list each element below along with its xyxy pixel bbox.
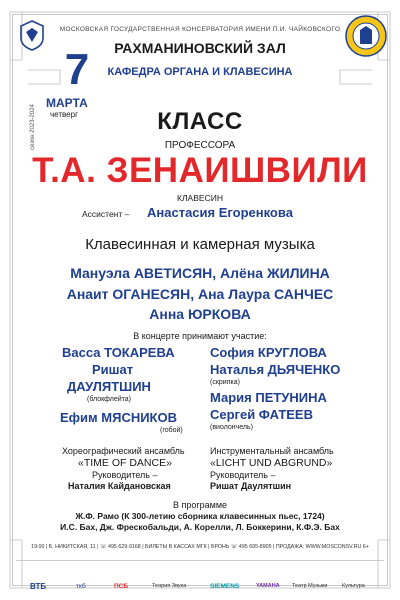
participant-right-2: Наталья ДЬЯЧЕНКО [210,362,341,377]
instrument-label: КЛАВЕСИН [177,193,223,203]
program-title: Клавесинная и камерная музыка [85,236,315,253]
professor-name: Т.А. ЗЕНАИШВИЛИ [32,151,368,190]
ensemble-left-label: Хореографический ансамбль [62,446,185,456]
ensemble-right-label: Инструментальный ансамбль [210,446,334,456]
participant-right-1: София КРУГЛОВА [210,345,327,360]
students-line-2: Анаит ОГАНЕСЯН, Ана Лаура САНЧЕС [66,286,334,302]
sponsor-psb: ПСБ [114,582,129,590]
ensemble-right-leader-label: Руководитель – [210,470,276,480]
assistant-label: Ассистент – [82,209,130,219]
ensemble-left-leader: Наталия Кайдановская [68,481,171,491]
hall-name: РАХМАНИНОВСКИЙ ЗАЛ [114,40,286,56]
sponsor-tkb: ткб [76,582,86,590]
date-weekday: четверг [50,110,78,119]
participant-right-2-note: (скрипка) [210,379,240,386]
ensemble-right-name: «LICHT UND ABGRUND» [210,457,333,469]
participant-left-2b: ДАУЛЯТШИН [67,379,151,394]
sponsor-siemens: SIEMENS [210,582,240,590]
sponsor-yamaha: YAMAHA [256,583,280,589]
program-line-2: И.С. Бах, Дж. Фрескобальди, А. Корелли, Л. Боккерини, К.Ф.Э. Бах [60,522,340,532]
sponsor-teatr-muzyki: Театр Музыки [292,583,328,589]
footer-divider [16,560,384,561]
participant-right-3: Мария ПЕТУНИНА [210,390,327,405]
participant-left-2-note: (блокфлейта) [87,396,131,403]
ministry-emblem-icon [16,18,48,52]
students-line-1: Мануэла АВЕТИСЯН, Алёна ЖИЛИНА [70,265,330,281]
ensemble-right-leader: Ришат Даулятшин [210,481,292,491]
ensemble-left-leader-label: Руководитель – [92,470,158,480]
klass-title: КЛАСС [157,108,243,135]
participant-right-4: Сергей ФАТЕЕВ [210,407,313,422]
date-day: 7 [64,45,90,94]
season-label: сезон 2023-2024 [30,104,36,150]
institution-name: МОСКОВСКАЯ ГОСУДАРСТВЕННАЯ КОНСЕРВАТОРИЯ ИМЕНИ П.И. ЧАЙКОВСКОГО [59,26,341,33]
conservatory-seal-icon [344,14,388,58]
department-name: КАФЕДРА ОРГАНА И КЛАВЕСИНА [107,66,293,78]
program-heading: В программе [172,500,228,510]
participant-right-4-note: (виолончель) [210,424,253,431]
assistant-name: Анастасия Егоренкова [147,205,293,220]
participant-left-3: Ефим МЯСНИКОВ [60,410,177,425]
info-line: 19:00 | Б. НИКИТСКАЯ, 11 | ☏ 495 629-9168 | БИЛЕТЫ В КАССАХ МГК | БРОНЬ ☏ 495 695-8905 | ПРОДАЖА: WWW.MOSCONSV.RU 6+ [31,544,369,550]
sponsor-logos [30,580,382,594]
participant-left-1: Васса ТОКАРЕВА [62,345,175,360]
professor-label: ПРОФЕССОРА [164,140,236,151]
sponsor-kultura: Культура [342,583,365,589]
participant-left-3-note: (гобой) [160,427,183,434]
program-line-1: Ж.Ф. Рамо (К 300-летию сборника клавесинных пьес, 1724) [75,511,325,521]
sponsor-vtb: ВТБ [30,581,47,591]
participant-left-2a: Ришат [92,362,134,377]
participants-heading: В концерте принимают участие: [133,331,267,341]
sponsor-teoriya-zvuka: Теория Звука [152,583,187,589]
ensemble-left-name: «TIME OF DANCE» [78,457,172,469]
date-month: МАРТА [46,96,88,110]
students-line-3: Анна ЮРКОВА [149,306,251,322]
